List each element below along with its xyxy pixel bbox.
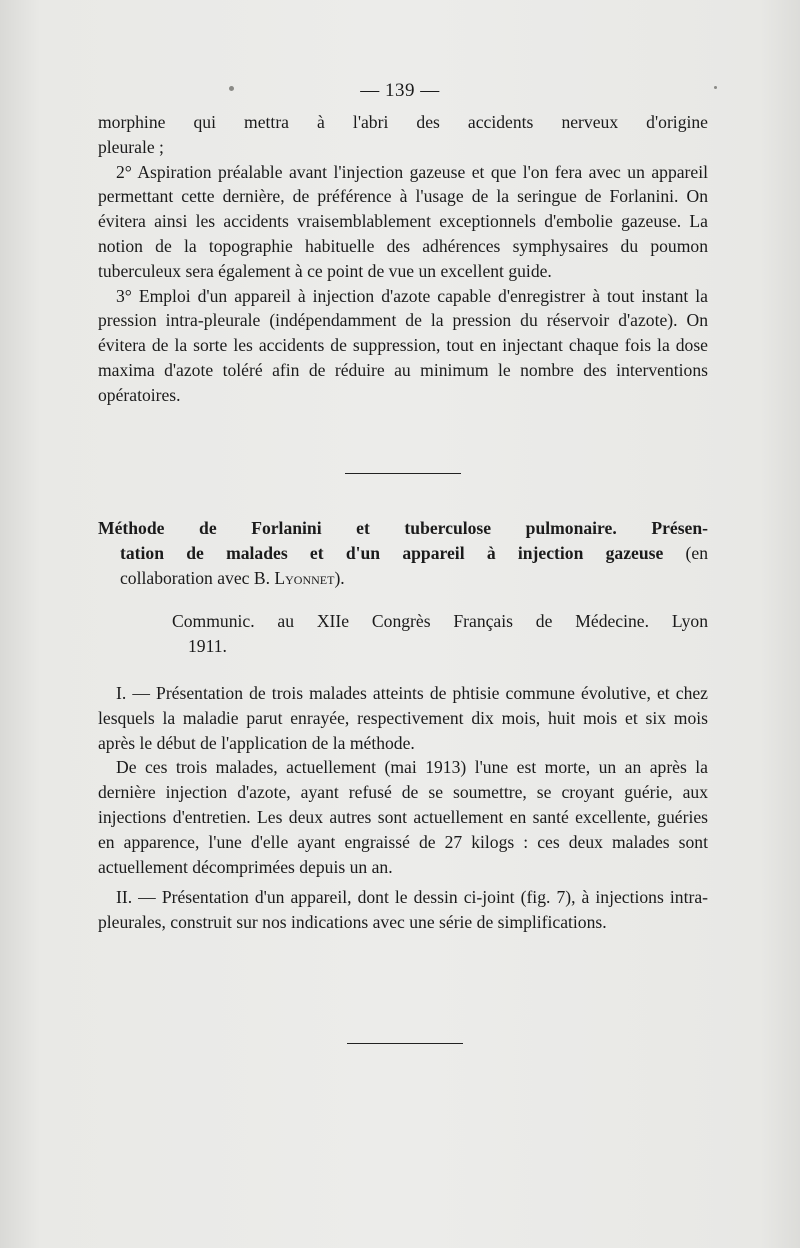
heading-title-line1 xyxy=(98,516,708,541)
heading-title-line2 xyxy=(98,541,708,566)
heading-title-bold-1: Méthode de Forlanini et tuberculose pulmonaire. Présen- xyxy=(98,518,708,538)
paragraph-nitrogen-apparatus: 3° Emploi d'un appareil à injection d'azote capable d'enregistrer à tout instant la pression intra-pleurale (indépendamment de la pression du réservoir d'azote). On évitera de la sorte les accidents de suppression, tout en injectant chaque fois la dose maxima d'azote toléré afin de réduire au minimum le nombre des interventions opératoires. xyxy=(98,285,708,405)
paragraph-patient-outcomes: De ces trois malades, actuellement (mai 1913) l'une est morte, un an après la dernière injection d'azote, ayant refusé de se soumettre, se croyant guérie, aux injections d'entretien. Les deux autres sont actuellement en santé excellente, guéries en apparence, l'une d'elle ayant engraissé de 27 kilogs : ces deux malades sont actuellement décomprimées depuis un an. xyxy=(98,757,708,877)
heading-title-bold-2: tation de malades et d'un appareil à injection gazeuse xyxy=(120,542,664,563)
paragraph-morphine-end: pleurale ; xyxy=(98,136,164,157)
paragraph-apparatus: II. — Présentation d'un appareil, dont le dessin ci-joint (fig. 7), à injections intra-pleurales, construit sur nos indications avec une série de simplifications. xyxy=(98,887,708,933)
heading-collaboration-suffix: ). xyxy=(334,567,345,588)
heading-author: Lyonnet xyxy=(274,567,335,588)
paragraph-morphine-text: morphine qui mettra à l'abri des accidents nerveux d'origine xyxy=(98,112,708,132)
paragraph-morphine-line xyxy=(98,110,708,135)
paragraph-aspiration: 2° Aspiration préalable avant l'injection gazeuse et que l'on fera avec un appareil permettant cette dernière, de préférence à l'usage de la seringue de Forlanini. On évitera ainsi les accidents vraisemblablement exceptionnels d'embolie gazeuse. La notion de la topographie habituelle des adhérences symphysaires du poumon tuberculeux sera également à ce point de vue un excellent guide. xyxy=(98,161,708,281)
page-number: — 139 — xyxy=(360,80,440,101)
section-divider xyxy=(345,473,461,474)
heading-collaboration xyxy=(98,566,708,591)
section-preventive-measures xyxy=(98,110,708,408)
publication-heading xyxy=(98,516,708,590)
citation-line1: Communic. au XIIe Congrès Français de Médecine. Lyon xyxy=(172,611,708,631)
paragraph-three-patients: I. — Présentation de trois malades atteints de phtisie commune évolutive, et chez lesquels la maladie parut enrayée, respectivement dix mois, huit mois et six mois après le début de l'application de la méthode. xyxy=(98,683,708,753)
section-presentation xyxy=(98,681,708,935)
heading-collaboration-prefix: collaboration avec B. xyxy=(120,567,275,588)
citation-block xyxy=(172,609,708,659)
citation-line2: 1911. xyxy=(188,635,227,656)
section-divider-bottom xyxy=(347,1043,463,1044)
heading-title-tail: (en xyxy=(663,542,709,563)
